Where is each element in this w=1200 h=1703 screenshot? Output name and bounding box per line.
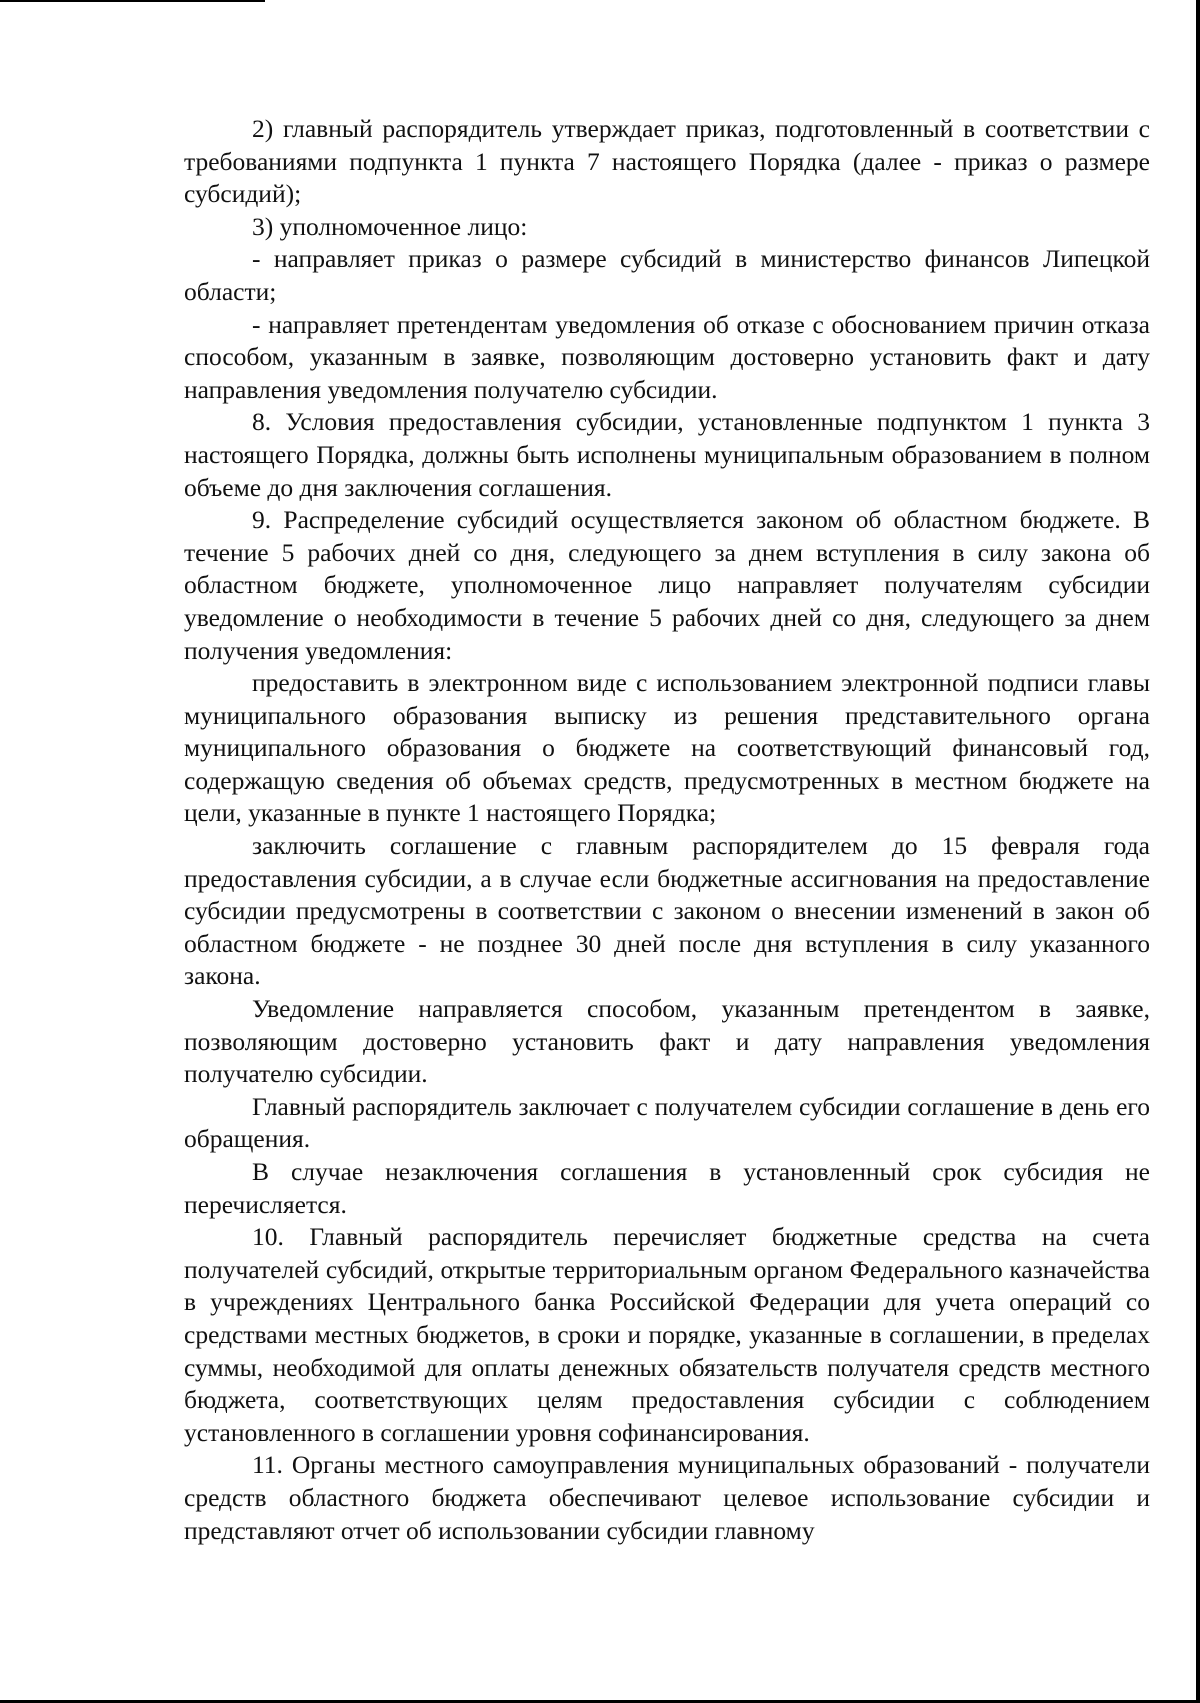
paragraph-section-8: 8. Условия предоставления субсидии, установленные подпунктом 1 пункта 3 настоящего Порядка, должны быть исполнены муниципальным образованием в полном объеме до дня заключения соглашения. <box>184 407 1150 502</box>
paragraph-non-conclusion: В случае незаключения соглашения в установленный срок субсидия не перечисляется. <box>184 1157 1150 1219</box>
paragraph-section-9: 9. Распределение субсидий осуществляется законом об областном бюджете. В течение 5 рабочих дней со дня, следующего за днем вступления в силу закона об областном бюджете, уполномоченное лицо направляет получателям субсидии уведомление о необходимости в течение 5 рабочих дней со дня, следующего за днем получения уведомления: <box>184 505 1150 665</box>
paragraph-section-10: 10. Главный распорядитель перечисляет бюджетные средства на счета получателей субсидий, открытые территориальным органом Федерального казначейства в учреждениях Центрального банка Российской Федерации для учета операций со средствами местных бюджетов, в сроки и порядке, указанные в соглашении, в пределах суммы, необходимой для оплаты денежных обязательств получателя средств местного бюджета, соответствующих целям предоставления субсидии с соблюдением установленного в соглашении уровня софинансирования. <box>184 1222 1150 1447</box>
paragraph-agreement-day: Главный распорядитель заключает с получателем субсидии соглашение в день его обращения. <box>184 1091 1150 1154</box>
paragraph-item-2: 2) главный распорядитель утверждает приказ, подготовленный в соответствии с требованиями подпункта 1 пункта 7 настоящего Порядка (далее - приказ о размере субсидий); <box>184 114 1150 209</box>
scan-border-right <box>1196 0 1200 1703</box>
paragraph-item-3-dash-2: - направляет претендентам уведомления об отказе с обоснованием причин отказа способом, указанным в заявке, позволяющим достоверно установить факт и дату направления уведомления получателю субсидии. <box>184 309 1150 404</box>
paragraph-section-9-conclude: заключить соглашение с главным распорядителем до 15 февраля года предоставления субсидии, а в случае если бюджетные ассигнования на предоставление субсидии предусмотрены в соответствии с законом о внесении изменений в закон об областном бюджете - не позднее 30 дней после дня вступления в силу указанного закона. <box>184 831 1150 991</box>
scan-border-top <box>0 0 265 2</box>
paragraph-section-11: 11. Органы местного самоуправления муниципальных образований - получатели средств областного бюджета обеспечивают целевое использование субсидии и представляют отчет об использовании субсидии главному <box>184 1450 1150 1545</box>
paragraph-item-3-dash-1: - направляет приказ о размере субсидий в министерство финансов Липецкой области; <box>184 244 1150 306</box>
paragraph-section-9-provide: предоставить в электронном виде с использованием электронной подписи главы муниципального образования выписку из решения представительного органа муниципального образования о бюджете на соответствующий финансовый год, содержащую сведения об объемах средств, предусмотренных в местном бюджете на цели, указанные в пункте 1 настоящего Порядка; <box>184 668 1150 828</box>
paragraph-item-3: 3) уполномоченное лицо: <box>252 211 528 241</box>
paragraph-notification: Уведомление направляется способом, указанным претендентом в заявке, позволяющим достоверно установить факт и дату направления уведомления получателю субсидии. <box>184 994 1150 1089</box>
document-page <box>184 113 1150 1547</box>
